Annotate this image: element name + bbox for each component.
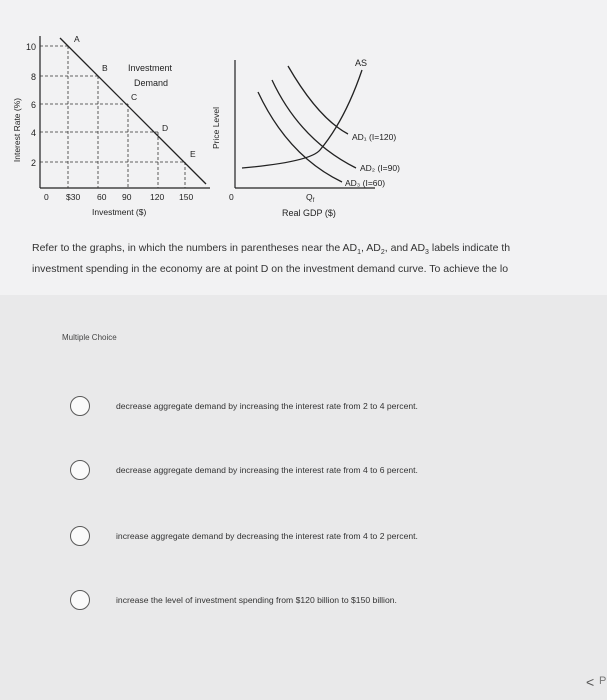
choice-1[interactable] xyxy=(70,396,590,418)
ad2-label: AD₂ (I=90) xyxy=(360,163,400,173)
y-tick-6: 6 xyxy=(30,100,36,110)
point-d: D xyxy=(162,123,169,133)
curve-title-line1: Investment xyxy=(128,63,173,73)
choice-3-text[interactable]: increase aggregate demand by decreasing the interest rate from 4 to 2 percent. xyxy=(116,531,418,541)
gdp-axis-label: Real GDP ($) xyxy=(282,208,336,218)
choice-4-text[interactable]: increase the level of investment spending from $120 billion to $150 billion. xyxy=(116,595,397,605)
choice-2-text[interactable]: decrease aggregate demand by increasing the interest rate from 4 to 6 percent. xyxy=(116,465,418,475)
qf-label: $Q_f$ xyxy=(306,192,315,204)
investment-demand-graph xyxy=(12,34,210,217)
choice-3[interactable] xyxy=(70,526,590,548)
choice-1-radio[interactable] xyxy=(70,396,90,416)
ad-origin-label: 0 xyxy=(229,192,234,202)
point-b: B xyxy=(102,63,108,73)
x-tick-30: $30 xyxy=(66,192,81,202)
y-tick-2: 2 xyxy=(30,158,36,168)
price-axis-label: Price Level xyxy=(211,106,221,150)
multiple-choice-label: Multiple Choice xyxy=(62,333,117,342)
nav-partial-label[interactable]: P xyxy=(599,675,607,687)
point-e: E xyxy=(190,149,196,159)
x-tick-120: 120 xyxy=(150,192,165,202)
ad-as-graph xyxy=(211,58,400,218)
choice-4-radio[interactable] xyxy=(70,590,90,610)
y-tick-8: 8 xyxy=(30,72,36,82)
y-tick-4: 4 xyxy=(30,128,36,138)
ad3-label: AD₃ (I=60) xyxy=(345,178,386,188)
point-c: C xyxy=(131,92,138,102)
x-tick-150: 150 xyxy=(179,192,194,202)
ad1-label: AD₁ (I=120) xyxy=(352,132,397,142)
as-label: AS xyxy=(355,58,368,68)
y-axis-label: Interest Rate (%) xyxy=(12,97,22,163)
choice-4[interactable] xyxy=(70,590,590,612)
choice-3-radio[interactable] xyxy=(70,526,90,546)
x-tick-60: 60 xyxy=(97,192,107,202)
x-axis-label: Investment ($) xyxy=(92,207,147,217)
y-tick-10: 10 xyxy=(25,42,36,52)
prev-arrow-icon[interactable]: < xyxy=(586,674,595,690)
choice-1-text[interactable]: decrease aggregate demand by increasing the interest rate from 2 to 4 percent. xyxy=(116,401,418,411)
question-text: Refer to the graphs, in which the numbers in parentheses near the $AD_1$, $AD_2$, and $AD_3$ labels indicate th investment spending in the economy are at point D on the investment demand curve. To achieve the lo xyxy=(32,242,511,276)
as-curve xyxy=(242,70,362,168)
point-a: A xyxy=(74,34,80,44)
curve-title-line2: Demand xyxy=(134,78,169,88)
choice-2-radio[interactable] xyxy=(70,460,90,480)
origin-label: 0 xyxy=(44,192,49,202)
graphs xyxy=(0,0,607,235)
ad1-curve xyxy=(288,66,348,134)
choice-2[interactable] xyxy=(70,460,590,482)
x-tick-90: 90 xyxy=(122,192,132,202)
